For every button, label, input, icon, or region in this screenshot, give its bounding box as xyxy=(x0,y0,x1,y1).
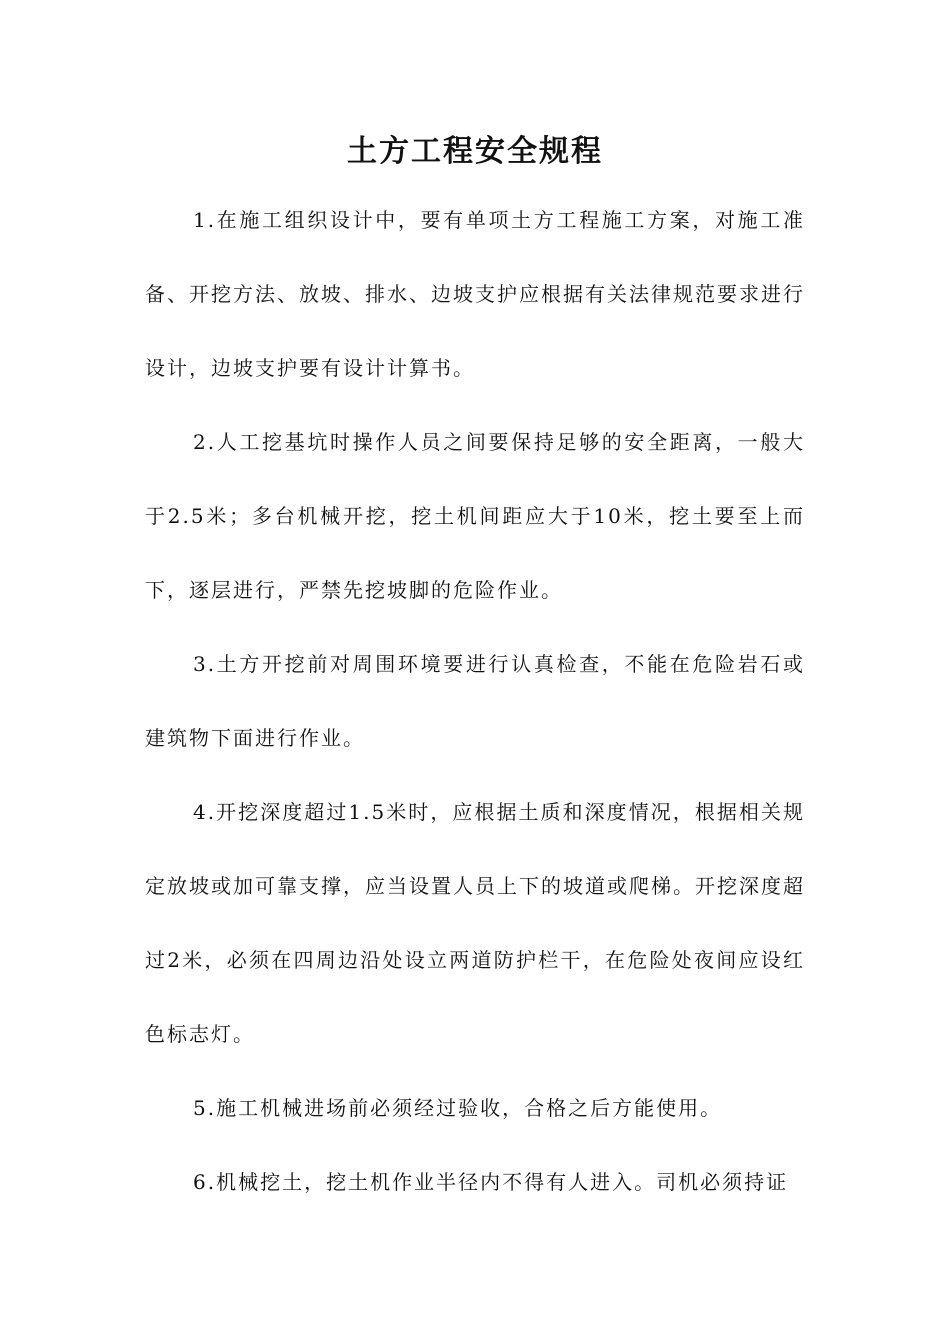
document-body xyxy=(145,183,805,1219)
paragraph-3: 3.土方开挖前对周围环境要进行认真检查，不能在危险岩石或建筑物下面进行作业。 xyxy=(145,652,805,750)
page-title: 土方工程安全规程 xyxy=(347,134,603,169)
paragraph-4: 4.开挖深度超过1.5米时，应根据土质和深度情况，根据相关规定放坡或加可靠支撑，应当设置人员上下的坡道或爬梯。开挖深度超过2米，必须在四周边沿处设立两道防护栏干，在危险处夜间应设红色标志灯。 xyxy=(145,800,805,1046)
paragraph-2: 2.人工挖基坑时操作人员之间要保持足够的安全距离，一般大于2.5米；多台机械开挖，挖土机间距应大于10米，挖土要至上而下，逐层进行，严禁先挖坡脚的危险作业。 xyxy=(145,430,805,602)
paragraph-1: 1.在施工组织设计中，要有单项土方工程施工方案，对施工准备、开挖方法、放坡、排水、边坡支护应根据有关法律规范要求进行设计，边坡支护要有设计计算书。 xyxy=(145,208,805,380)
paragraph-6: 6.机械挖土，挖土机作业半径内不得有人进入。司机必须持证 xyxy=(193,1170,789,1194)
paragraph-5: 5.施工机械进场前必须经过验收，合格之后方能使用。 xyxy=(193,1096,723,1120)
